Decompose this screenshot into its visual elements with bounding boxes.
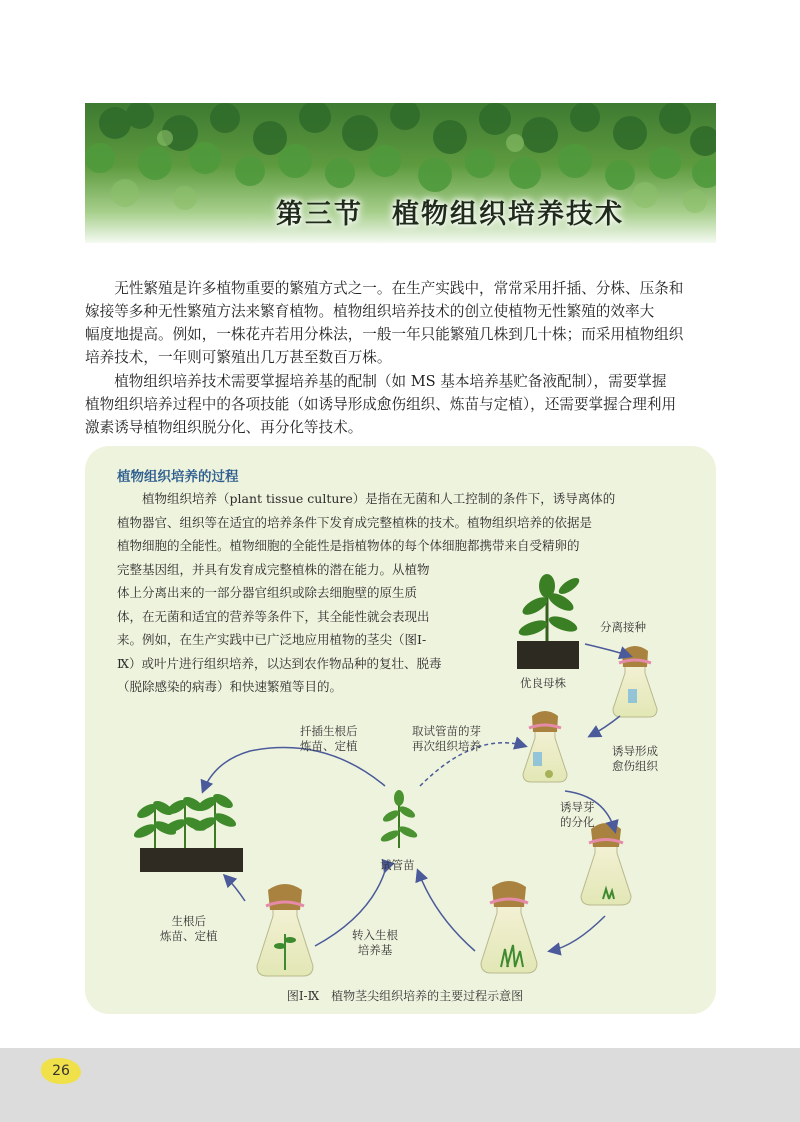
arrow-cutting [203, 748, 385, 791]
text-line: 体，在无菌和适宜的营养等条件下，其全能性就会表现出 [117, 608, 430, 624]
flask-bud [581, 823, 631, 905]
arrow-shoots [550, 916, 605, 951]
label-rooted [160, 914, 218, 944]
text-line: 植物器官、组织等在适宜的培养条件下发育成完整植株的技术。植物组织培养的依据是 [117, 514, 593, 530]
mother-plant-image [517, 574, 582, 669]
planted-seedlings-image [132, 791, 243, 872]
label-line: 诱导形成 [612, 744, 658, 758]
text-line: 完整基因组，并具有发育成完整植株的潜在能力。从植物 [117, 561, 430, 577]
text-line: 植物组织培养技术需要掌握培养基的配制（如 MS 基本培养基贮备液配制），需要掌握 [114, 373, 667, 390]
flask-rooting [257, 884, 313, 976]
arrow-rooting-medium [418, 871, 475, 951]
label-callus [612, 744, 658, 774]
label-line: 诱导芽 [560, 800, 595, 814]
page-number: 26 [41, 1058, 81, 1084]
label-seedling: 试管苗 [380, 858, 415, 872]
page-footer [0, 1048, 800, 1122]
panel-title: 植物组织培养的过程 [117, 469, 239, 485]
label-line: 扦插生根后 [300, 724, 358, 738]
arrow-planting [225, 876, 245, 901]
label-line: 转入生根 [352, 928, 398, 942]
text-line: 植物组织培养（plant tissue culture）是指在无菌和人工控制的条件下，诱导离体的 [117, 491, 616, 506]
intro-paragraph [85, 277, 716, 369]
label-line: 炼苗、定植 [160, 929, 218, 943]
text-line: 幅度地提高。例如，一株花卉若用分株法，一般一年只能繁殖几株到几十株；而采用植物组织 [85, 326, 684, 343]
label-line: 的分化 [560, 815, 595, 829]
label-rooting-medium [352, 928, 398, 958]
text-line: 无性繁殖是许多植物重要的繁殖方式之一。在生产实践中，常常采用扦插、分株、压条和 [114, 280, 684, 297]
label-line: 炼苗、定植 [300, 739, 358, 753]
text-line: 嫁接等多种无性繁殖方法来繁育植物。植物组织培养技术的创立使植物无性繁殖的效率大 [85, 303, 655, 320]
text-line: 植物细胞的全能性。植物细胞的全能性是指植物体的每个体细胞都携带来自受精卵的 [117, 538, 580, 553]
label-line: 生根后 [171, 914, 206, 928]
arrow-separate [585, 644, 630, 656]
label-cutting [300, 724, 358, 754]
label-line: 培养基 [357, 943, 393, 957]
label-mother-plant: 优良母株 [520, 676, 566, 690]
label-line: 取试管苗的芽 [412, 724, 481, 738]
text-line: 培养技术，一年则可繁殖出几万甚至数百万株。 [85, 349, 392, 366]
section-title: 第三节 植物组织培养技术 [276, 199, 624, 230]
test-tube-seedling-image [379, 790, 419, 848]
label-separate: 分离接种 [600, 620, 646, 634]
text-line: 植物组织培养过程中的各项技能（如诱导形成愈伤组织、炼苗与定植），还需要掌握合理利用 [85, 396, 677, 413]
text-line: 激素诱导植物组织脱分化、再分化等技术。 [85, 419, 363, 436]
text-line: 来。例如，在生产实践中已广泛地应用植物的茎尖（图Ⅰ- [117, 632, 427, 647]
text-line: Ⅸ）或叶片进行组织培养，以达到农作物品种的复壮、脱毒 [117, 655, 442, 671]
text-line: （脱除感染的病毒）和快速繁殖等目的。 [117, 679, 343, 694]
text-line: 体上分离出来的一部分器官组织或除去细胞壁的原生质 [117, 585, 418, 600]
flask-shoots [481, 881, 537, 973]
arrow-callus [590, 716, 620, 736]
figure-caption: 图Ⅰ-Ⅸ 植物茎尖组织培养的主要过程示意图 [286, 989, 524, 1003]
flask-callus [523, 711, 567, 782]
label-line: 再次组织培养 [412, 739, 481, 753]
clover-banner [85, 103, 716, 243]
label-bud [560, 800, 595, 830]
label-line: 愈伤组织 [612, 759, 658, 773]
skills-paragraph [85, 370, 716, 439]
flask-explant [613, 646, 657, 717]
label-reculture [412, 724, 481, 754]
